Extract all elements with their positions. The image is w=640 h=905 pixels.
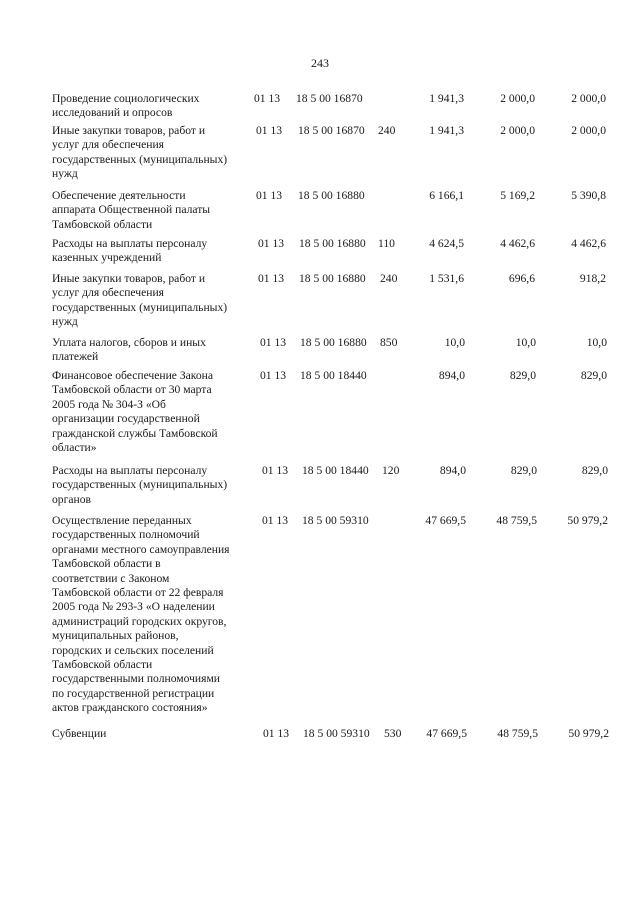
target-code: 18 5 00 59310 — [303, 727, 370, 740]
target-code: 18 5 00 18440 — [300, 369, 367, 382]
target-code: 18 5 00 16880 — [299, 237, 366, 250]
expense-name-line: по государственной регистрации — [52, 686, 215, 700]
expense-name-line: Тамбовской области от 22 февраля — [52, 586, 224, 600]
target-code: 18 5 00 16870 — [296, 92, 363, 105]
expense-name-line: Обеспечение деятельности — [52, 189, 186, 202]
target-code: 18 5 00 16880 — [298, 189, 365, 202]
expense-name-line: государственными полномочиями — [52, 672, 221, 686]
expense-name — [52, 237, 257, 266]
section-code: 01 13 — [262, 514, 289, 527]
expense-name-line: Осуществление переданных — [52, 514, 192, 527]
expense-name-line: организации государственной — [52, 412, 200, 426]
expense-name-line: Тамбовской области в — [52, 557, 161, 571]
amount-1: 894,0 — [438, 369, 465, 382]
amount-1: 1 941,3 — [429, 92, 464, 105]
expense-name — [52, 336, 257, 365]
amount-3: 5 390,8 — [571, 189, 606, 202]
expense-name-line: Иные закупки товаров, работ и — [52, 272, 206, 285]
amount-1: 10,0 — [444, 336, 465, 349]
expense-name — [52, 124, 257, 182]
amount-2: 5 169,2 — [500, 189, 535, 202]
expense-name-line: казенных учреждений — [52, 251, 162, 265]
amount-3: 50 979,2 — [568, 727, 609, 740]
target-code: 18 5 00 16880 — [299, 272, 366, 285]
target-code: 18 5 00 16870 — [298, 124, 365, 137]
expense-type-code: 850 — [380, 336, 398, 349]
expense-name-line: аппарата Общественной палаты — [52, 203, 211, 217]
amount-3: 829,0 — [581, 464, 608, 477]
expense-name — [52, 369, 257, 455]
amount-1: 6 166,1 — [429, 189, 464, 202]
expense-name-line: государственных (муниципальных) — [52, 152, 228, 166]
expense-name-line: исследований и опросов — [52, 106, 173, 120]
expense-name-line: гражданской службы Тамбовской — [52, 426, 218, 440]
amount-2: 829,0 — [509, 369, 536, 382]
expense-name-line: Иные закупки товаров, работ и — [52, 124, 206, 137]
amount-2: 4 462,6 — [500, 237, 535, 250]
expense-name-line: Расходы на выплаты персоналу — [52, 237, 208, 250]
amount-2: 829,0 — [510, 464, 537, 477]
section-code: 01 13 — [254, 92, 281, 105]
amount-3: 918,2 — [579, 272, 606, 285]
amount-1: 1 531,6 — [429, 272, 464, 285]
section-code: 01 13 — [263, 727, 290, 740]
expense-name-line: государственных (муниципальных) — [52, 300, 228, 314]
expense-name-line: Проведение социологических — [52, 92, 200, 105]
expense-name — [52, 727, 257, 741]
section-code: 01 13 — [258, 237, 285, 250]
target-code: 18 5 00 59310 — [302, 514, 369, 527]
section-code: 01 13 — [260, 369, 287, 382]
expense-name-line: Тамбовской области — [52, 658, 153, 672]
expense-name-line: городских и сельских поселений — [52, 643, 214, 657]
amount-3: 2 000,0 — [571, 92, 606, 105]
section-code: 01 13 — [256, 124, 283, 137]
expense-name-line: Субвенции — [52, 727, 107, 740]
expense-name — [52, 464, 257, 507]
expense-name — [52, 272, 257, 330]
expense-name — [52, 514, 257, 716]
amount-1: 47 669,5 — [426, 727, 467, 740]
expense-name-line: государственных полномочий — [52, 528, 200, 542]
expense-name-line: Тамбовской области от 30 марта — [52, 383, 212, 397]
amount-3: 10,0 — [586, 336, 607, 349]
expense-type-code: 110 — [378, 237, 395, 250]
amount-2: 2 000,0 — [500, 124, 535, 137]
section-code: 01 13 — [258, 272, 285, 285]
expense-name-line: соответствии с Законом — [52, 571, 170, 585]
expense-name-line: платежей — [52, 350, 99, 364]
amount-2: 10,0 — [515, 336, 536, 349]
target-code: 18 5 00 16880 — [300, 336, 367, 349]
expense-type-code: 240 — [380, 272, 398, 285]
expense-name-line: услуг для обеспечения — [52, 286, 164, 300]
section-code: 01 13 — [256, 189, 283, 202]
expense-name-line: 2005 года № 304-З «Об — [52, 397, 166, 411]
amount-2: 696,6 — [508, 272, 535, 285]
expense-name-line: муниципальных районов, — [52, 629, 179, 643]
expense-name-line: 2005 года № 293-З «О наделении — [52, 600, 215, 614]
amount-3: 829,0 — [580, 369, 607, 382]
expense-name-line: Расходы на выплаты персоналу — [52, 464, 208, 477]
amount-1: 1 941,3 — [429, 124, 464, 137]
expense-name-line: нужд — [52, 167, 78, 181]
expense-name-line: области» — [52, 441, 97, 455]
expense-type-code: 240 — [378, 124, 396, 137]
expense-name-line: услуг для обеспечения — [52, 138, 164, 152]
amount-3: 2 000,0 — [571, 124, 606, 137]
expense-name-line: администраций городских округов, — [52, 614, 227, 628]
amount-2: 2 000,0 — [500, 92, 535, 105]
page-number: 243 — [311, 56, 329, 70]
expense-name-line: Финансовое обеспечение Закона — [52, 369, 213, 382]
target-code: 18 5 00 18440 — [302, 464, 369, 477]
expense-name-line: органами местного самоуправления — [52, 542, 230, 556]
expense-name-line: актов гражданского состояния» — [52, 701, 208, 715]
expense-name-line: государственных (муниципальных) — [52, 478, 228, 492]
expense-name-line: Уплата налогов, сборов и иных — [52, 336, 206, 349]
amount-3: 4 462,6 — [571, 237, 606, 250]
expense-name-line: нужд — [52, 315, 78, 329]
section-code: 01 13 — [262, 464, 289, 477]
amount-2: 48 759,5 — [497, 727, 538, 740]
amount-3: 50 979,2 — [567, 514, 608, 527]
expense-type-code: 120 — [382, 464, 400, 477]
expense-type-code: 530 — [384, 727, 402, 740]
amount-1: 4 624,5 — [429, 237, 464, 250]
amount-2: 48 759,5 — [496, 514, 537, 527]
amount-1: 894,0 — [439, 464, 466, 477]
expense-name-line: Тамбовской области — [52, 217, 153, 231]
expense-name — [52, 92, 257, 121]
expense-name-line: органов — [52, 492, 91, 506]
expense-name — [52, 189, 257, 232]
section-code: 01 13 — [260, 336, 287, 349]
amount-1: 47 669,5 — [425, 514, 466, 527]
